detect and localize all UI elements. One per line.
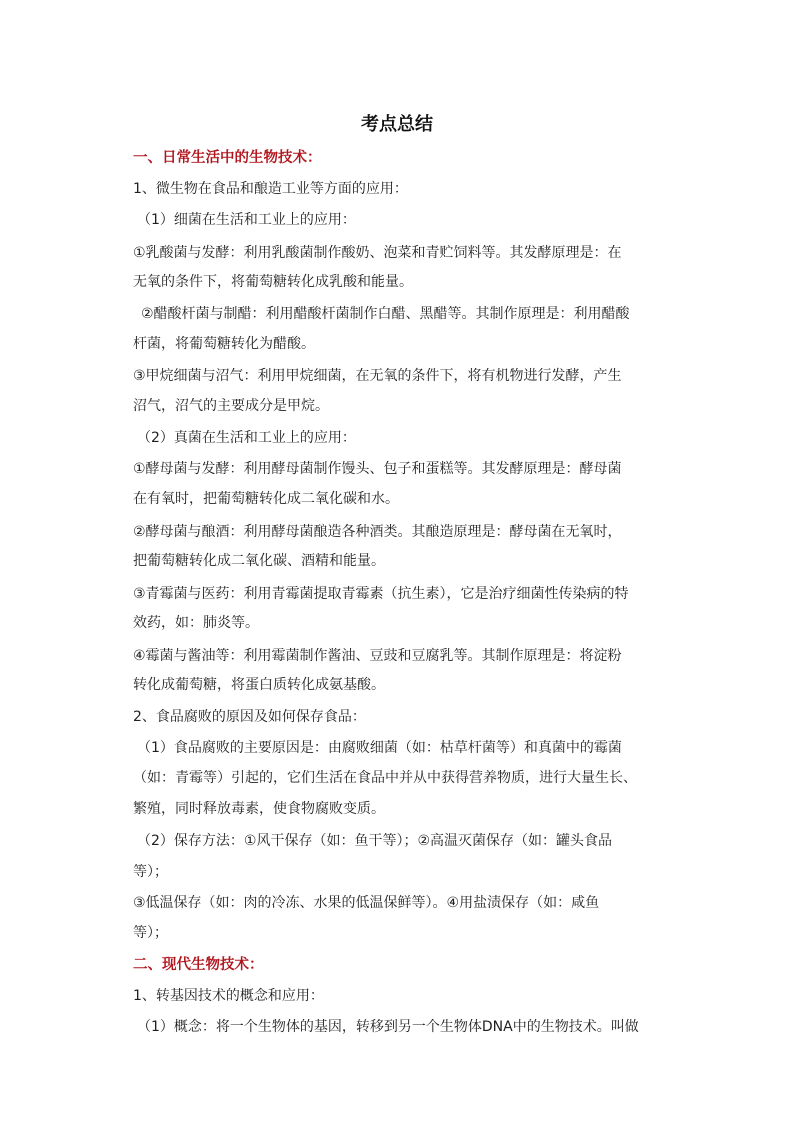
paragraph-line: 效药，如：肺炎等。 bbox=[133, 615, 259, 631]
paragraph-line: （1）食品腐败的主要原因是：由腐败细菌（如：枯草杆菌等）和真菌中的霉菌 bbox=[137, 740, 622, 756]
paragraph-line: 等）； bbox=[133, 925, 168, 941]
paragraph-line: 转化成葡萄糖，将蛋白质转化成氨基酸。 bbox=[133, 677, 385, 693]
section-heading-modern-biotech: 二、现代生物技术： bbox=[133, 957, 264, 973]
item-fungi-applications: （2）真菌在生活和工业上的应用： bbox=[137, 430, 356, 446]
paragraph-line: 无氧的条件下，将葡萄糖转化成乳酸和能量。 bbox=[133, 274, 413, 290]
paragraph-line: ②醋酸杆菌与制醋：利用醋酸杆菌制作白醋、黑醋等。其制作原理是：利用醋酸 bbox=[141, 306, 630, 322]
item-bacteria-applications: （1）细菌在生活和工业上的应用： bbox=[137, 212, 356, 228]
paragraph-line: 沼气，沼气的主要成分是甲烷。 bbox=[133, 398, 329, 414]
paragraph-line: 把葡萄糖转化成二氧化碳、酒精和能量。 bbox=[133, 553, 385, 569]
paragraph-line: （如：青霉等）引起的，它们生活在食品中并从中获得营养物质，进行大量生长、 bbox=[133, 770, 637, 786]
paragraph-line: ②酵母菌与酿酒：利用酵母菌酿造各种酒类。其酿造原理是：酵母菌在无氧时， bbox=[133, 524, 622, 540]
subsection-food-spoilage: 2、食品腐败的原因及如何保存食品： bbox=[133, 709, 366, 725]
page-title: 考点总结 bbox=[361, 114, 433, 135]
paragraph-line: ④霉菌与酱油等：利用霉菌制作酱油、豆豉和豆腐乳等。其制作原理是：将淀粉 bbox=[133, 648, 622, 664]
paragraph-line: ③甲烷细菌与沼气：利用甲烷细菌，在无氧的条件下，将有机物进行发酵，产生 bbox=[133, 368, 622, 384]
section-heading-daily-biotech: 一、日常生活中的生物技术： bbox=[133, 150, 322, 166]
paragraph-line: ③低温保存（如：肉的冷冻、水果的低温保鲜等）。④用盐渍保存（如：咸鱼 bbox=[133, 895, 600, 911]
subsection-transgenic: 1、转基因技术的概念和应用： bbox=[133, 988, 324, 1004]
paragraph-line: 在有氧时，把葡萄糖转化成二氧化碳和水。 bbox=[133, 491, 399, 507]
paragraph-line: ③青霉菌与医药：利用青霉菌提取青霉素（抗生素），它是治疗细菌性传染病的特 bbox=[133, 586, 629, 602]
paragraph-line: ①乳酸菌与发酵：利用乳酸菌制作酸奶、泡菜和青贮饲料等。其发酵原理是：在 bbox=[133, 245, 622, 261]
paragraph-line: （2）保存方法：①风干保存（如：鱼干等）；②高温灭菌保存（如：罐头食品 bbox=[137, 833, 613, 849]
paragraph-line: （1）概念：将一个生物体的基因，转移到另一个生物体DNA中的生物技术。叫做 bbox=[137, 1019, 639, 1035]
subsection-microbe-applications: 1、微生物在食品和酿造工业等方面的应用： bbox=[133, 181, 408, 197]
paragraph-line: 杆菌，将葡萄糖转化为醋酸。 bbox=[133, 336, 315, 352]
paragraph-line: 繁殖，同时释放毒素，使食物腐败变质。 bbox=[133, 801, 385, 817]
paragraph-line: ①酵母菌与发酵：利用酵母菌制作馒头、包子和蛋糕等。其发酵原理是：酵母菌 bbox=[133, 461, 622, 477]
paragraph-line: 等）； bbox=[133, 864, 168, 880]
